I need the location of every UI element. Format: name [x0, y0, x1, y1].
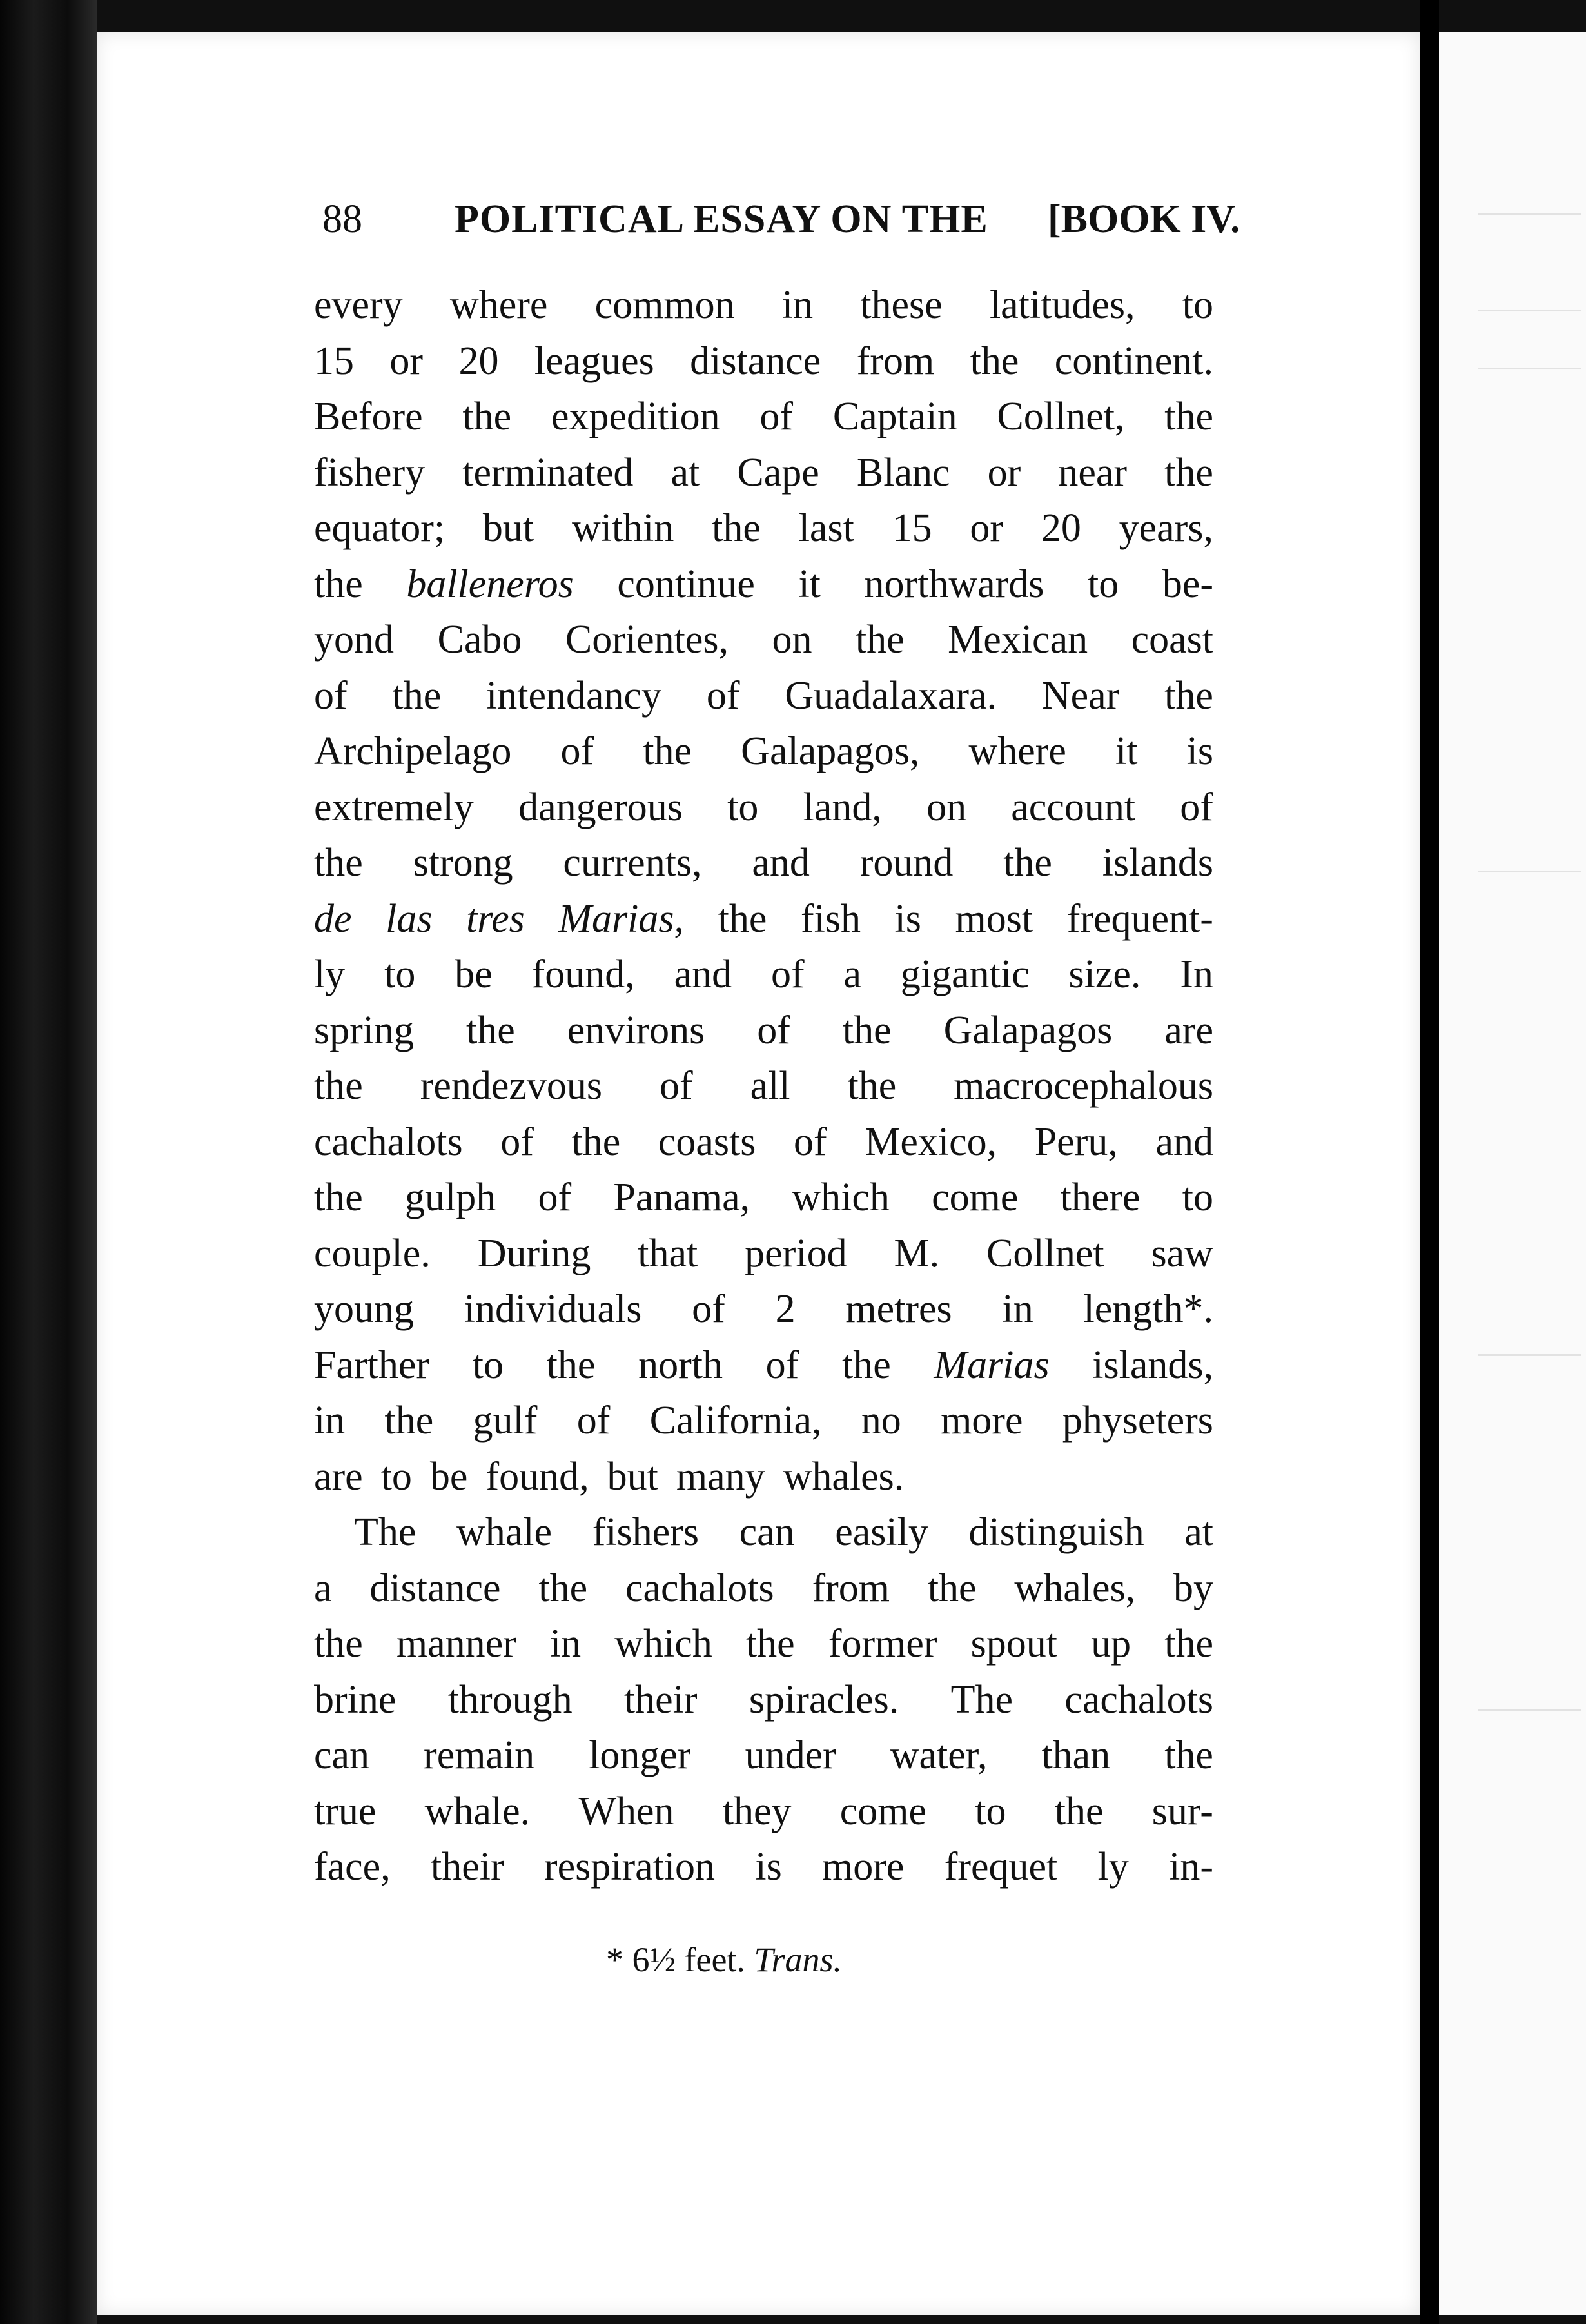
word: through: [447, 1677, 573, 1722]
word: from: [812, 1566, 890, 1610]
word: When: [578, 1789, 674, 1833]
footnote-translator-note: Trans.: [754, 1940, 843, 1979]
text-line: [314, 556, 1213, 613]
word: tres: [466, 896, 525, 941]
word: saw: [1151, 1231, 1213, 1275]
text-line: [314, 1114, 1213, 1170]
word: or: [389, 339, 424, 383]
word: 15: [314, 339, 354, 383]
word: fish: [800, 896, 861, 941]
word: During: [477, 1231, 591, 1275]
word: extremely: [314, 785, 474, 829]
word: Corientes,: [565, 618, 729, 662]
word: currents,: [563, 841, 702, 885]
running-head: [226, 197, 1251, 248]
word: they: [722, 1789, 792, 1833]
word: the: [970, 339, 1019, 383]
word: frequet: [944, 1845, 1058, 1889]
header-title: POLITICAL ESSAY ON THE: [455, 197, 988, 241]
word: land,: [803, 785, 882, 829]
word: of: [314, 673, 348, 718]
word: The: [950, 1677, 1013, 1722]
word: water,: [890, 1733, 988, 1777]
word: rendezvous: [420, 1064, 603, 1108]
word: 20: [1041, 506, 1081, 550]
word: more: [822, 1845, 905, 1889]
word: 20: [458, 339, 499, 383]
ghost-line: [1478, 368, 1581, 369]
word: of: [706, 673, 740, 718]
word: M.: [894, 1231, 940, 1275]
word: to: [975, 1789, 1006, 1833]
word: the: [842, 1343, 891, 1387]
word: whales,: [1014, 1566, 1136, 1610]
word: The: [354, 1510, 416, 1554]
word: is: [755, 1845, 782, 1889]
word: longer: [589, 1733, 691, 1777]
word: of: [500, 1119, 534, 1164]
text-line: [314, 835, 1213, 891]
word: respiration: [543, 1845, 716, 1889]
word: ly: [1097, 1845, 1129, 1889]
word: the: [855, 618, 905, 662]
word: California,: [649, 1399, 822, 1443]
word: expedition: [551, 395, 720, 438]
word: where: [968, 729, 1066, 773]
word: coasts: [658, 1119, 756, 1164]
word: spout: [970, 1622, 1057, 1666]
word: the: [1164, 395, 1213, 438]
word: a: [314, 1566, 332, 1610]
word: the: [392, 673, 442, 718]
word: found,: [531, 952, 635, 996]
word: In: [1180, 952, 1213, 996]
word: strong: [413, 841, 513, 885]
word: Blanc: [856, 450, 950, 495]
word: be: [455, 952, 493, 996]
word: common: [594, 283, 735, 327]
ghost-line: [1478, 1709, 1581, 1711]
word: the: [1164, 1733, 1213, 1777]
word: whales.: [783, 1454, 905, 1499]
text-line: [314, 389, 1213, 445]
word: are: [1164, 1008, 1213, 1052]
word: the: [1164, 1622, 1213, 1666]
word: islands,: [1092, 1343, 1213, 1387]
word: balleneros: [406, 562, 574, 606]
word: frequent-: [1066, 896, 1213, 941]
word: found,: [485, 1454, 589, 1499]
text-line: [314, 500, 1213, 556]
word: more: [941, 1399, 1023, 1443]
text-line: [314, 1672, 1213, 1728]
word: the: [718, 896, 767, 941]
word: continue: [617, 562, 755, 606]
word: of: [759, 395, 794, 438]
word: remain: [424, 1733, 535, 1777]
word: 15: [892, 506, 932, 550]
word: the: [643, 729, 692, 773]
word: but: [482, 506, 534, 550]
word: which: [792, 1176, 890, 1219]
word: of: [770, 952, 805, 996]
text-line: [314, 1728, 1213, 1784]
word: the: [465, 1008, 515, 1052]
word: of: [1180, 785, 1213, 829]
word: distinguish: [968, 1510, 1144, 1554]
word: brine: [314, 1677, 397, 1722]
text-line: [314, 1784, 1213, 1840]
word: the: [927, 1566, 977, 1610]
word: north: [638, 1343, 723, 1387]
word: in: [314, 1399, 346, 1443]
word: years,: [1119, 506, 1213, 550]
word: of: [659, 1064, 693, 1108]
word: intendancy: [486, 673, 662, 718]
word: it: [798, 562, 821, 606]
word: no: [861, 1399, 901, 1443]
text-line: [314, 445, 1213, 501]
word: to: [384, 952, 416, 996]
word: to: [1088, 562, 1119, 606]
word: at: [671, 450, 700, 495]
word: at: [1184, 1510, 1213, 1554]
text-line: [314, 668, 1213, 724]
word: terminated: [462, 450, 634, 495]
word: from: [856, 339, 935, 383]
word: distance: [690, 339, 821, 383]
word: the: [842, 1008, 892, 1052]
text-line: [314, 1504, 1213, 1561]
word: the: [314, 1176, 363, 1219]
word: where: [449, 283, 548, 327]
word: in: [1002, 1287, 1033, 1331]
word: spiracles.: [749, 1677, 899, 1722]
word: the: [538, 1566, 588, 1610]
word: Panama,: [613, 1176, 750, 1219]
word: of: [560, 729, 594, 773]
word: their: [623, 1677, 698, 1722]
word: Before: [314, 395, 423, 438]
ghost-line: [1478, 1354, 1581, 1356]
text-line: [314, 1561, 1213, 1617]
word: but: [607, 1454, 658, 1499]
word: of: [757, 1008, 790, 1052]
word: las: [386, 896, 433, 941]
word: continent.: [1054, 339, 1213, 383]
text-line: [314, 724, 1213, 780]
word: whale.: [424, 1789, 531, 1833]
word: whale: [456, 1510, 553, 1554]
word: to: [1182, 1176, 1213, 1219]
word: islands: [1102, 841, 1213, 885]
word: Cape: [737, 450, 819, 495]
word: individuals: [464, 1287, 642, 1331]
word: account: [1011, 785, 1136, 829]
word: the: [1164, 450, 1213, 495]
word: the: [745, 1622, 795, 1666]
word: 2: [775, 1287, 796, 1331]
word: up: [1091, 1622, 1131, 1666]
word: Marias: [934, 1343, 1050, 1387]
word: yond: [314, 618, 394, 662]
word: all: [750, 1064, 790, 1108]
word: the: [314, 841, 363, 885]
word: on: [926, 785, 967, 829]
text-line: [314, 1839, 1213, 1895]
word: to: [1182, 283, 1213, 327]
word: of: [765, 1343, 799, 1387]
body-text: [314, 277, 1213, 1895]
word: which: [614, 1622, 712, 1666]
word: be-: [1162, 562, 1213, 606]
word: gulph: [404, 1176, 496, 1219]
word: gulf: [473, 1399, 538, 1443]
word: northwards: [864, 562, 1044, 606]
word: fishers: [592, 1510, 699, 1554]
word: Collnet,: [997, 395, 1125, 438]
text-line: [314, 1170, 1213, 1226]
word: in: [781, 283, 814, 327]
word: cachalots: [625, 1566, 774, 1610]
word: Archipelago: [314, 729, 512, 773]
word: of: [538, 1176, 572, 1219]
text-line: [314, 1003, 1213, 1059]
word: or: [970, 506, 1004, 550]
text-line: [314, 1226, 1213, 1282]
text-line: [314, 612, 1213, 668]
word: Near: [1041, 673, 1120, 718]
word: Guadalaxara.: [785, 673, 997, 718]
word: is: [1186, 729, 1213, 773]
text-line: [314, 1393, 1213, 1449]
word: distance: [369, 1566, 501, 1610]
word: the: [314, 562, 363, 606]
word: sur-: [1151, 1789, 1213, 1833]
footnote: [606, 1940, 993, 1980]
word: round: [859, 841, 954, 885]
word: the: [847, 1064, 897, 1108]
ghost-line: [1478, 310, 1581, 311]
word: Galapagos: [943, 1008, 1113, 1052]
word: leagues: [534, 339, 654, 383]
text-line: [314, 1616, 1213, 1672]
word: and: [674, 952, 732, 996]
ghost-line: [1478, 213, 1581, 215]
word: within: [571, 506, 674, 550]
word: than: [1041, 1733, 1111, 1777]
word: length*.: [1083, 1287, 1213, 1331]
word: the: [546, 1343, 596, 1387]
word: is: [894, 896, 921, 941]
word: under: [745, 1733, 836, 1777]
word: by: [1173, 1566, 1213, 1610]
word: fishery: [314, 450, 426, 495]
text-line: [314, 1449, 1213, 1505]
word: Peru,: [1034, 1119, 1118, 1164]
word: ly: [314, 952, 346, 996]
adjacent-page-edge: [1439, 32, 1586, 2315]
word: true: [314, 1789, 377, 1833]
word: environs: [567, 1008, 705, 1052]
word: in-: [1169, 1845, 1213, 1889]
word: the: [1164, 673, 1213, 718]
text-line: [314, 277, 1213, 333]
word: Farther: [314, 1343, 430, 1387]
word: Galapagos,: [741, 729, 920, 773]
word: of: [692, 1287, 725, 1331]
word: Marias,: [558, 896, 685, 941]
word: the: [314, 1622, 363, 1666]
word: the: [462, 395, 512, 438]
word: to: [472, 1343, 504, 1387]
text-line: [314, 333, 1213, 389]
word: in: [549, 1622, 582, 1666]
word: the: [1054, 1789, 1104, 1833]
scan-binding-edge: [0, 0, 97, 2324]
page-gutter: [1420, 0, 1439, 2324]
word: many: [676, 1454, 765, 1499]
word: the: [384, 1399, 434, 1443]
word: spring: [314, 1008, 414, 1052]
word: physeters: [1062, 1399, 1213, 1443]
word: the: [314, 1064, 363, 1108]
word: to: [727, 785, 759, 829]
word: period: [745, 1231, 847, 1275]
text-line: [314, 947, 1213, 1003]
word: size.: [1068, 952, 1141, 996]
footnote-text: * 6½ feet.: [606, 1940, 745, 1979]
text-line: [314, 780, 1213, 836]
word: dangerous: [518, 785, 683, 829]
word: latitudes,: [989, 283, 1135, 327]
text-line: [314, 891, 1213, 947]
word: can: [314, 1733, 370, 1777]
word: couple.: [314, 1231, 431, 1275]
text-line: [314, 1058, 1213, 1114]
word: that: [638, 1231, 698, 1275]
word: on: [772, 618, 812, 662]
word: it: [1115, 729, 1138, 773]
word: Mexican: [948, 618, 1088, 662]
word: can: [739, 1510, 795, 1554]
word: or: [987, 450, 1021, 495]
word: these: [860, 283, 943, 327]
word: equator;: [314, 506, 445, 550]
word: former: [828, 1622, 937, 1666]
word: cachalots: [1064, 1677, 1213, 1722]
word: Collnet: [986, 1231, 1104, 1275]
word: macrocephalous: [954, 1064, 1213, 1108]
word: last: [798, 506, 854, 550]
page-number: 88: [322, 197, 362, 241]
word: come: [839, 1789, 926, 1833]
word: and: [752, 841, 810, 885]
word: easily: [835, 1510, 928, 1554]
word: are: [314, 1454, 363, 1499]
word: Captain: [832, 395, 957, 438]
word: de: [314, 896, 352, 941]
word: gigantic: [900, 952, 1030, 996]
text-line: [314, 1281, 1213, 1337]
word: to: [380, 1454, 412, 1499]
word: the: [571, 1119, 621, 1164]
word: every: [314, 283, 403, 327]
word: face,: [314, 1845, 391, 1889]
word: metres: [845, 1287, 952, 1331]
word: Mexico,: [865, 1119, 997, 1164]
word: most: [955, 896, 1033, 941]
word: the: [1003, 841, 1052, 885]
word: near: [1058, 450, 1128, 495]
word: of: [793, 1119, 827, 1164]
word: cachalots: [314, 1119, 463, 1164]
word: coast: [1131, 618, 1213, 662]
word: manner: [396, 1622, 516, 1666]
word: a: [843, 952, 862, 996]
word: the: [712, 506, 761, 550]
word: and: [1155, 1119, 1213, 1164]
ghost-line: [1478, 871, 1581, 872]
word: their: [431, 1845, 504, 1889]
word: come: [932, 1176, 1019, 1219]
word: be: [429, 1454, 468, 1499]
word: young: [314, 1287, 414, 1331]
text-line: [314, 1337, 1213, 1393]
word: of: [576, 1399, 611, 1443]
word: there: [1060, 1176, 1141, 1219]
word: Cabo: [437, 618, 522, 662]
book-label: [BOOK IV.: [1048, 197, 1240, 241]
